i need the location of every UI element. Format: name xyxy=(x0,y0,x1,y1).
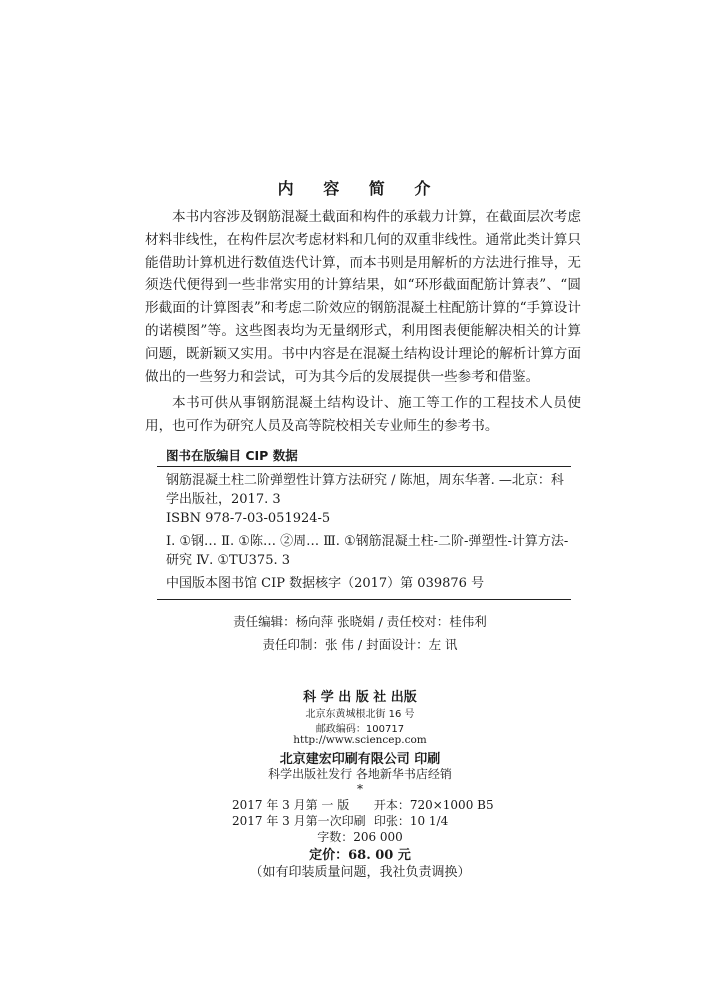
cip-isbn: ISBN 978-7-03-051924-5 xyxy=(166,511,331,527)
sheets-info: 印张：10 1/4 xyxy=(373,814,449,828)
price: 定价：68. 00 元 xyxy=(309,848,411,863)
summary-title: 内 容 简 介 xyxy=(277,179,443,198)
cip-title-line: 钢筋混凝土柱二阶弹塑性计算方法研究 / 陈旭，周东华著. —北京：科学出版社，2017. 3 xyxy=(166,473,564,508)
separator-star: * xyxy=(357,782,363,796)
cip-heading: 图书在版编目 CIP 数据 xyxy=(166,448,298,463)
publisher-website: http://www.sciencep.com xyxy=(293,734,427,746)
staff-editors: 责任编辑：杨向萍 张晓娟 / 责任校对：桂伟利 xyxy=(233,614,487,629)
summary-paragraph-2: 本书可供从事钢筋混凝土结构设计、施工等工作的工程技术人员使用，也可作为研究人员及高等院校相关专业师生的参考书。 xyxy=(145,395,581,434)
printing-row xyxy=(232,812,448,829)
publisher-address: 北京东黄城根北街 16 号 xyxy=(305,709,415,720)
word-count: 字数：206 000 xyxy=(317,830,403,844)
quality-note: （如有印装质量问题，我社负责调换） xyxy=(249,865,471,880)
distribution-info: 科学出版社发行 各地新华书店经销 xyxy=(268,767,452,781)
publisher-postcode: 邮政编码：100717 xyxy=(315,724,405,735)
staff-production: 责任印制：张 伟 / 封面设计：左 讯 xyxy=(262,637,458,652)
cip-record-number: 中国版本图书馆 CIP 数据核字（2017）第 039876 号 xyxy=(166,576,485,591)
format-info: 开本：720×1000 B5 xyxy=(373,798,494,812)
publisher-name: 科 学 出 版 社 出版 xyxy=(303,690,417,705)
cip-top-rule xyxy=(157,466,571,467)
edition-row xyxy=(232,796,494,813)
edition-label: 2017 年 3 月第 一 版 xyxy=(232,798,350,812)
cip-classification: Ⅰ. ①钢… Ⅱ. ①陈… ②周… Ⅲ. ①钢筋混凝土柱-二阶-弹塑性-计算方法-研究 Ⅳ. ①TU375. 3 xyxy=(166,534,569,569)
cip-bottom-rule xyxy=(157,599,571,600)
cip-block-main xyxy=(166,471,571,529)
printing-label: 2017 年 3 月第一次印刷 xyxy=(232,814,366,828)
summary-paragraph-1: 本书内容涉及钢筋混凝土截面和构件的承载力计算，在截面层次考虑材料非线性，在构件层次考虑材料和几何的双重非线性。通常此类计算只能借助计算机进行数值迭代计算，而本书则是用解析的方法进行推导，无须迭代便得到一些非常实用的计算结果，如“环形截面配筋计算表”、“圆形截面的计算图表”和考虑二阶效应的钢筋混凝土柱配筋计算的“手算设计的诺模图”等。这些图表均为无量纲形式，利用图表便能解决相关的计算问题，既新颖又实用。书中内容是在混凝土结构设计理论的解析计算方面做出的一些努力和尝试，可为其今后的发展提供一些参考和借鉴。 xyxy=(145,209,581,385)
printer-name: 北京建宏印刷有限公司 印刷 xyxy=(279,752,441,767)
